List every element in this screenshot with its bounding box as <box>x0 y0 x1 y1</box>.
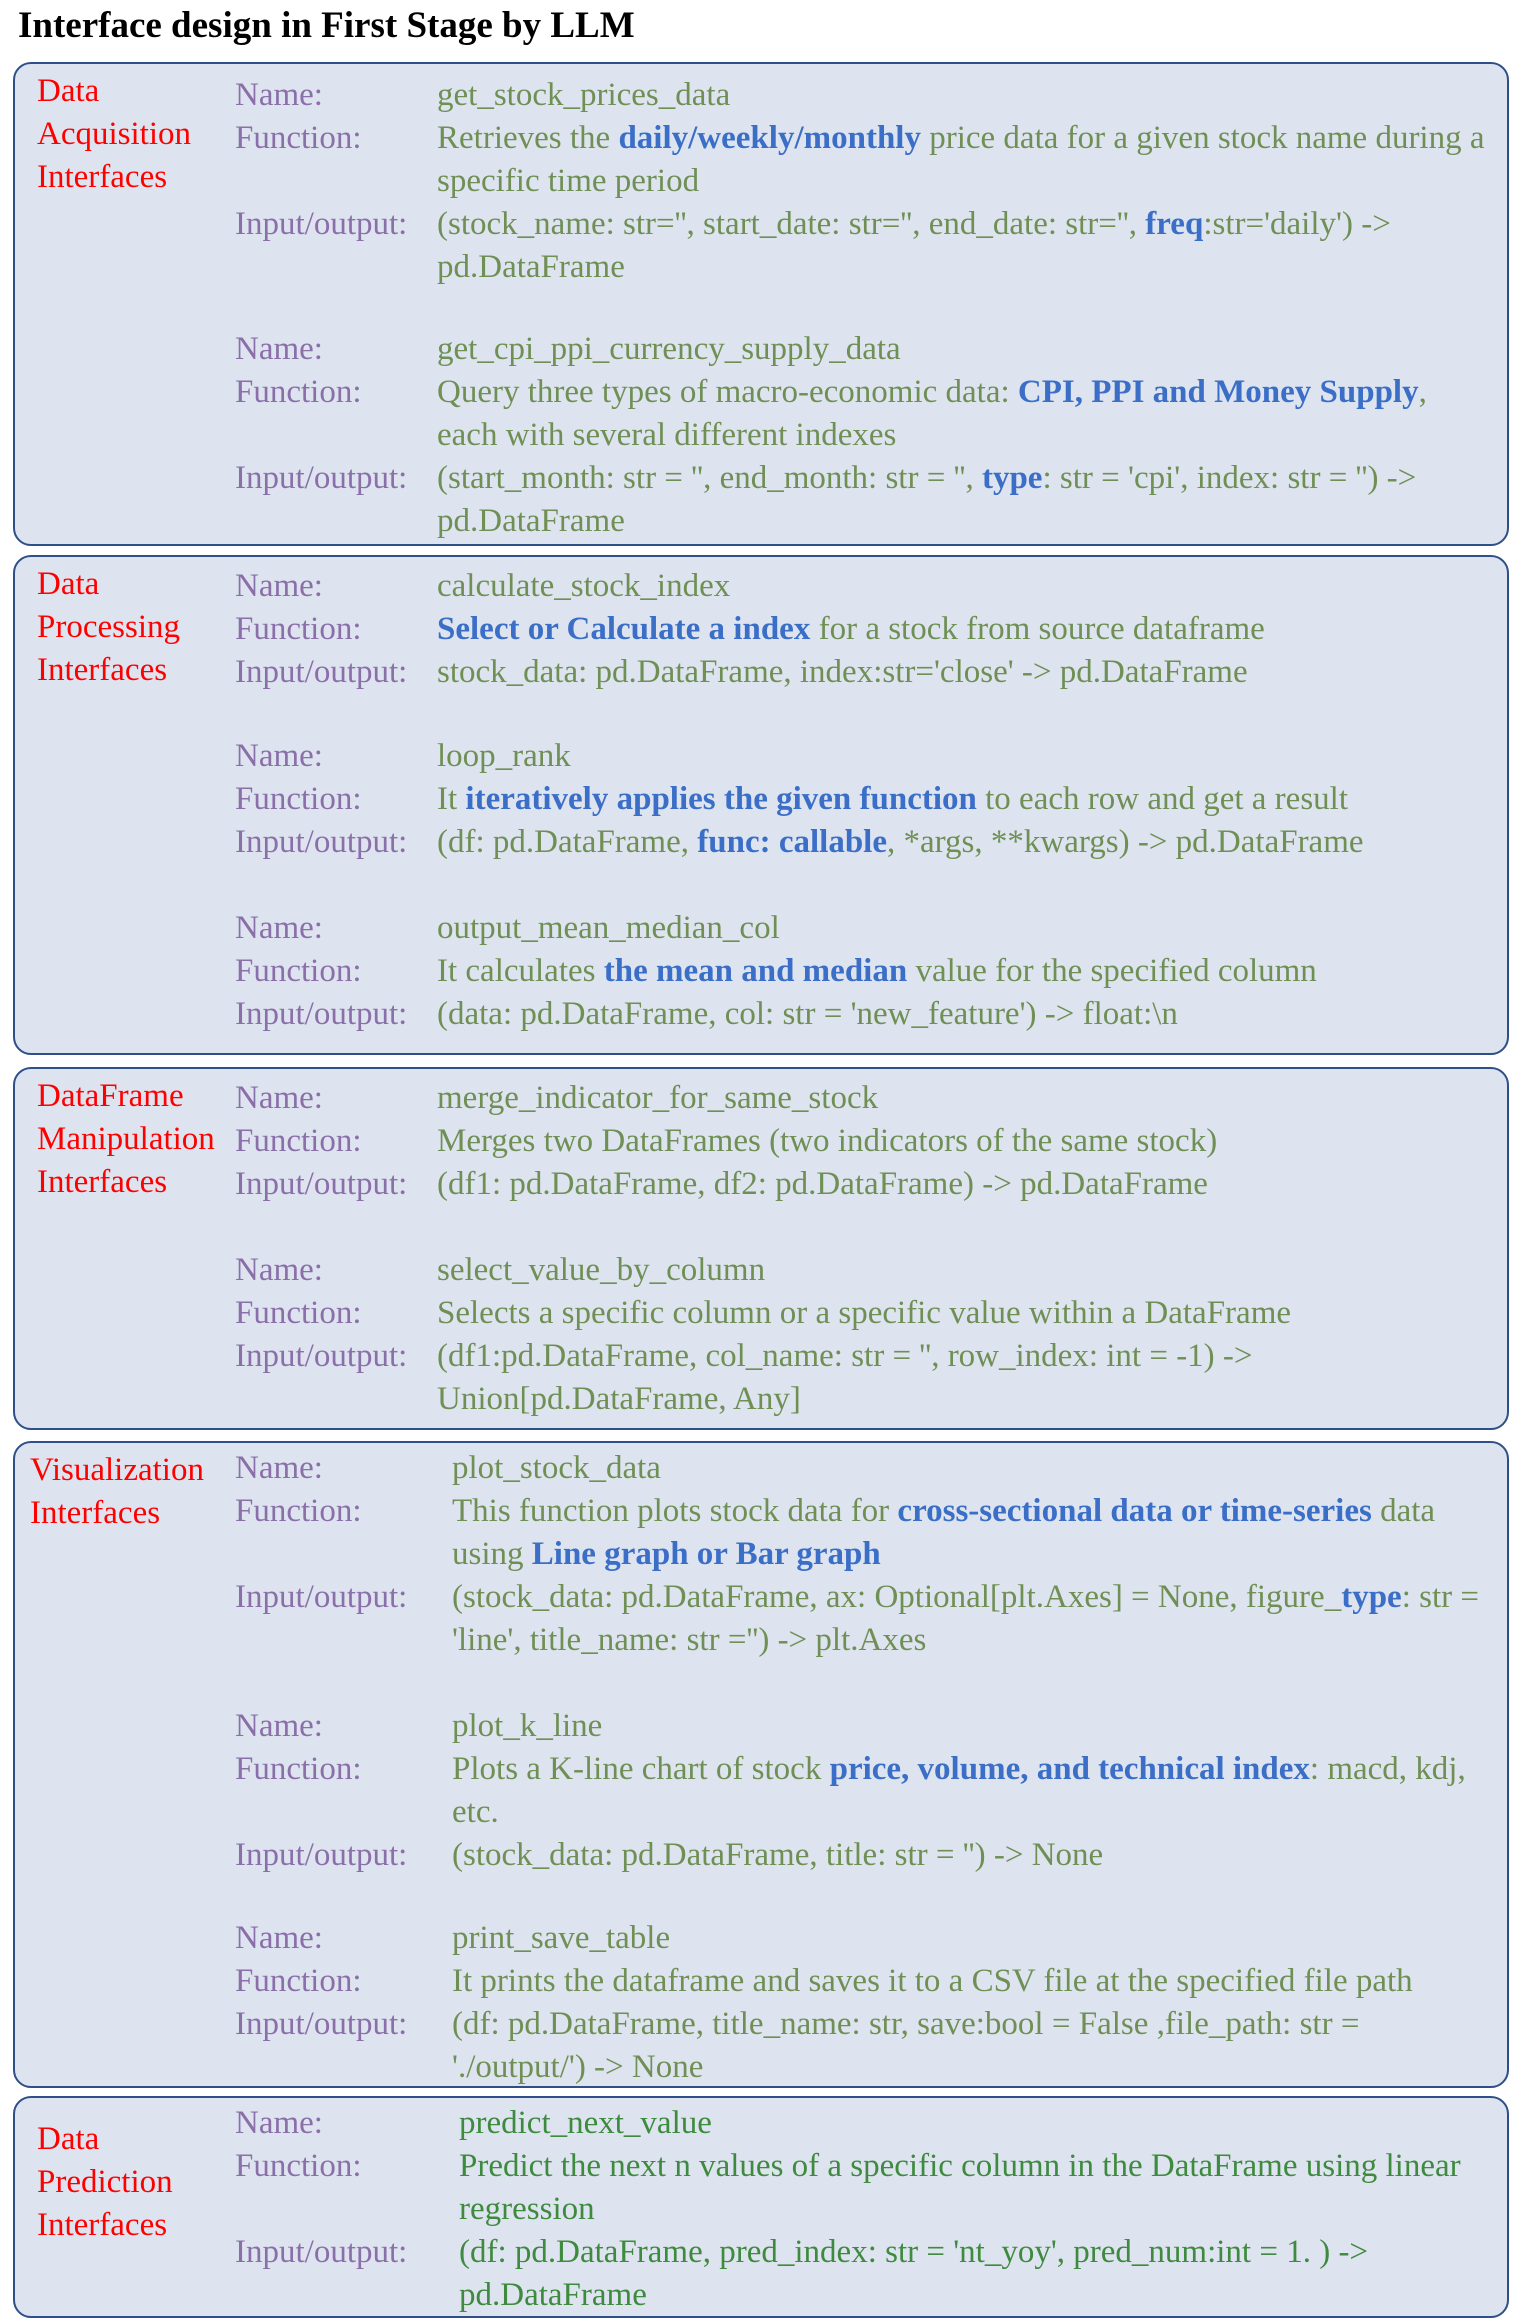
function-label: Function: <box>235 2148 362 2184</box>
function-label: Function: <box>235 1493 362 1529</box>
name-label: Name: <box>235 2105 323 2141</box>
io-row <box>235 1163 1487 1206</box>
interface-entry <box>235 1077 1487 1206</box>
io-label: Input/output: <box>235 1338 408 1374</box>
highlighted-term: Select or Calculate a index <box>437 611 811 647</box>
io-signature: (df: pd.DataFrame, func: callable, *args, **kwargs) -> pd.DataFrame <box>437 824 1364 860</box>
interface-entry <box>235 2102 1489 2317</box>
io-signature: (data: pd.DataFrame, col: str = 'new_feature') -> float:\n <box>437 996 1178 1032</box>
name-row <box>235 74 1487 117</box>
function-name: calculate_stock_index <box>437 568 731 604</box>
page-title: Interface design in First Stage by LLM <box>18 5 635 46</box>
highlighted-term: type <box>1341 1579 1402 1615</box>
function-label: Function: <box>235 953 362 989</box>
highlighted-term: CPI, PPI and Money Supply <box>1017 374 1419 410</box>
name-row <box>235 1917 1497 1960</box>
interface-entry <box>235 907 1487 1036</box>
name-row <box>235 1705 1497 1748</box>
function-row <box>235 1292 1487 1335</box>
highlighted-term: Line graph or Bar graph <box>531 1536 881 1572</box>
function-label: Function: <box>235 1963 362 1999</box>
name-label: Name: <box>235 77 323 113</box>
function-description: It iteratively applies the given function to each row and get a result <box>437 781 1348 817</box>
name-label: Name: <box>235 910 323 946</box>
name-label: Name: <box>235 1080 323 1116</box>
function-name: print_save_table <box>452 1920 671 1956</box>
function-description: Retrieves the daily/weekly/monthly price data for a given stock name during a specific time period <box>437 120 1485 199</box>
highlighted-term: iteratively applies the given function <box>465 781 977 817</box>
function-label: Function: <box>235 1751 362 1787</box>
section-manipulation <box>13 1067 1509 1430</box>
io-row <box>235 1834 1497 1877</box>
name-row <box>235 907 1487 950</box>
function-label: Function: <box>235 120 362 156</box>
interface-entry <box>235 735 1487 864</box>
category-label: Data Prediction Interfaces <box>37 2121 173 2243</box>
name-label: Name: <box>235 1252 323 1288</box>
section-acquisition <box>13 62 1509 546</box>
function-label: Function: <box>235 611 362 647</box>
io-row <box>235 1576 1497 1662</box>
function-description: Plots a K-line chart of stock price, volume, and technical index: macd, kdj, etc. <box>452 1751 1466 1830</box>
io-signature: (stock_data: pd.DataFrame, title: str = '') -> None <box>452 1837 1104 1873</box>
highlighted-term: func: callable <box>697 824 887 860</box>
io-signature: (stock_data: pd.DataFrame, ax: Optional[plt.Axes] = None, figure_type: str = 'line', title_name: str ='') -> plt.Axes <box>452 1579 1479 1658</box>
io-signature: stock_data: pd.DataFrame, index:str='close' -> pd.DataFrame <box>437 654 1248 690</box>
function-row <box>235 1120 1487 1163</box>
io-label: Input/output: <box>235 1166 408 1202</box>
name-label: Name: <box>235 331 323 367</box>
function-row <box>235 1748 1497 1834</box>
io-row <box>235 457 1487 543</box>
io-row <box>235 2003 1497 2089</box>
category-label: Data Acquisition Interfaces <box>37 73 191 195</box>
name-row <box>235 565 1487 608</box>
section-visualization <box>13 1441 1509 2088</box>
io-row <box>235 993 1487 1036</box>
io-label: Input/output: <box>235 2234 408 2270</box>
function-name: plot_k_line <box>452 1708 603 1744</box>
name-row <box>235 735 1487 778</box>
function-label: Function: <box>235 1295 362 1331</box>
function-name: plot_stock_data <box>452 1450 661 1486</box>
interface-entry <box>235 74 1487 289</box>
function-name: get_stock_prices_data <box>437 77 731 113</box>
name-row <box>235 1077 1487 1120</box>
function-row <box>235 371 1487 457</box>
section-processing <box>13 555 1509 1055</box>
io-row <box>235 2231 1489 2317</box>
highlighted-term: the mean and median <box>603 953 908 989</box>
name-label: Name: <box>235 738 323 774</box>
highlighted-term: daily/weekly/monthly <box>618 120 921 156</box>
io-row <box>235 821 1487 864</box>
io-label: Input/output: <box>235 1837 408 1873</box>
function-label: Function: <box>235 374 362 410</box>
name-row <box>235 1249 1487 1292</box>
io-label: Input/output: <box>235 824 408 860</box>
io-signature: (start_month: str = '', end_month: str = '', type: str = 'cpi', index: str = '') -> pd.DataFrame <box>437 460 1417 539</box>
io-label: Input/output: <box>235 206 408 242</box>
highlighted-term: freq <box>1145 206 1204 242</box>
highlighted-term: type <box>981 460 1043 496</box>
section-prediction <box>13 2096 1509 2318</box>
io-signature: (df: pd.DataFrame, pred_index: str = 'nt_yoy', pred_num:int = 1. ) -> pd.DataFrame <box>459 2234 1369 2313</box>
function-row <box>235 2145 1489 2231</box>
function-label: Function: <box>235 1123 362 1159</box>
highlighted-term: price, volume, and technical index <box>829 1751 1310 1787</box>
interface-entry <box>235 1249 1487 1421</box>
function-description: This function plots stock data for cross-sectional data or time-series data using Line graph or Bar graph <box>452 1493 1436 1572</box>
function-name: merge_indicator_for_same_stock <box>437 1080 879 1116</box>
io-label: Input/output: <box>235 1579 408 1615</box>
io-signature: (df1: pd.DataFrame, df2: pd.DataFrame) -> pd.DataFrame <box>437 1166 1208 1202</box>
function-description: It prints the dataframe and saves it to a CSV file at the specified file path <box>452 1963 1413 1999</box>
interface-entry <box>235 328 1487 543</box>
interface-entry <box>235 1917 1497 2089</box>
name-label: Name: <box>235 1920 323 1956</box>
io-row <box>235 1335 1487 1421</box>
function-row <box>235 1960 1497 2003</box>
function-description: It calculates the mean and median value for the specified column <box>437 953 1317 989</box>
interface-entry <box>235 1447 1497 1662</box>
function-row <box>235 950 1487 993</box>
function-description: Predict the next n values of a specific column in the DataFrame using linear regression <box>459 2148 1461 2227</box>
name-row <box>235 1447 1497 1490</box>
function-row <box>235 117 1487 203</box>
io-row <box>235 651 1487 694</box>
name-label: Name: <box>235 1450 323 1486</box>
io-label: Input/output: <box>235 460 408 496</box>
name-row <box>235 328 1487 371</box>
io-row <box>235 203 1487 289</box>
io-signature: (df1:pd.DataFrame, col_name: str = '', row_index: int = -1) -> Union[pd.DataFrame, Any] <box>437 1338 1253 1417</box>
interface-entry <box>235 1705 1497 1877</box>
io-label: Input/output: <box>235 2006 408 2042</box>
function-name: predict_next_value <box>459 2105 712 2141</box>
function-description: Merges two DataFrames (two indicators of the same stock) <box>437 1123 1218 1159</box>
name-label: Name: <box>235 1708 323 1744</box>
io-signature: (df: pd.DataFrame, title_name: str, save:bool = False ,file_path: str = './output/') -> None <box>452 2006 1360 2085</box>
category-label: DataFrame Manipulation Interfaces <box>37 1078 215 1200</box>
function-row <box>235 608 1487 651</box>
function-name: output_mean_median_col <box>437 910 780 946</box>
highlighted-term: cross-sectional data or time-series <box>897 1493 1372 1529</box>
name-label: Name: <box>235 568 323 604</box>
function-description: Query three types of macro-economic data: CPI, PPI and Money Supply, each with several different indexes <box>437 374 1427 453</box>
function-name: get_cpi_ppi_currency_supply_data <box>437 331 901 367</box>
io-label: Input/output: <box>235 996 408 1032</box>
function-label: Function: <box>235 781 362 817</box>
function-row <box>235 778 1487 821</box>
interface-entry <box>235 565 1487 694</box>
io-signature: (stock_name: str='', start_date: str='', end_date: str='', freq:str='daily') -> pd.DataFrame <box>437 206 1391 285</box>
function-name: select_value_by_column <box>437 1252 766 1288</box>
category-label: Visualization Interfaces <box>30 1452 204 1531</box>
category-label: Data Processing Interfaces <box>37 566 180 688</box>
function-description: Select or Calculate a index for a stock from source dataframe <box>437 611 1265 647</box>
function-description: Selects a specific column or a specific value within a DataFrame <box>437 1295 1292 1331</box>
function-row <box>235 1490 1497 1576</box>
function-name: loop_rank <box>437 738 571 774</box>
name-row <box>235 2102 1489 2145</box>
io-label: Input/output: <box>235 654 408 690</box>
